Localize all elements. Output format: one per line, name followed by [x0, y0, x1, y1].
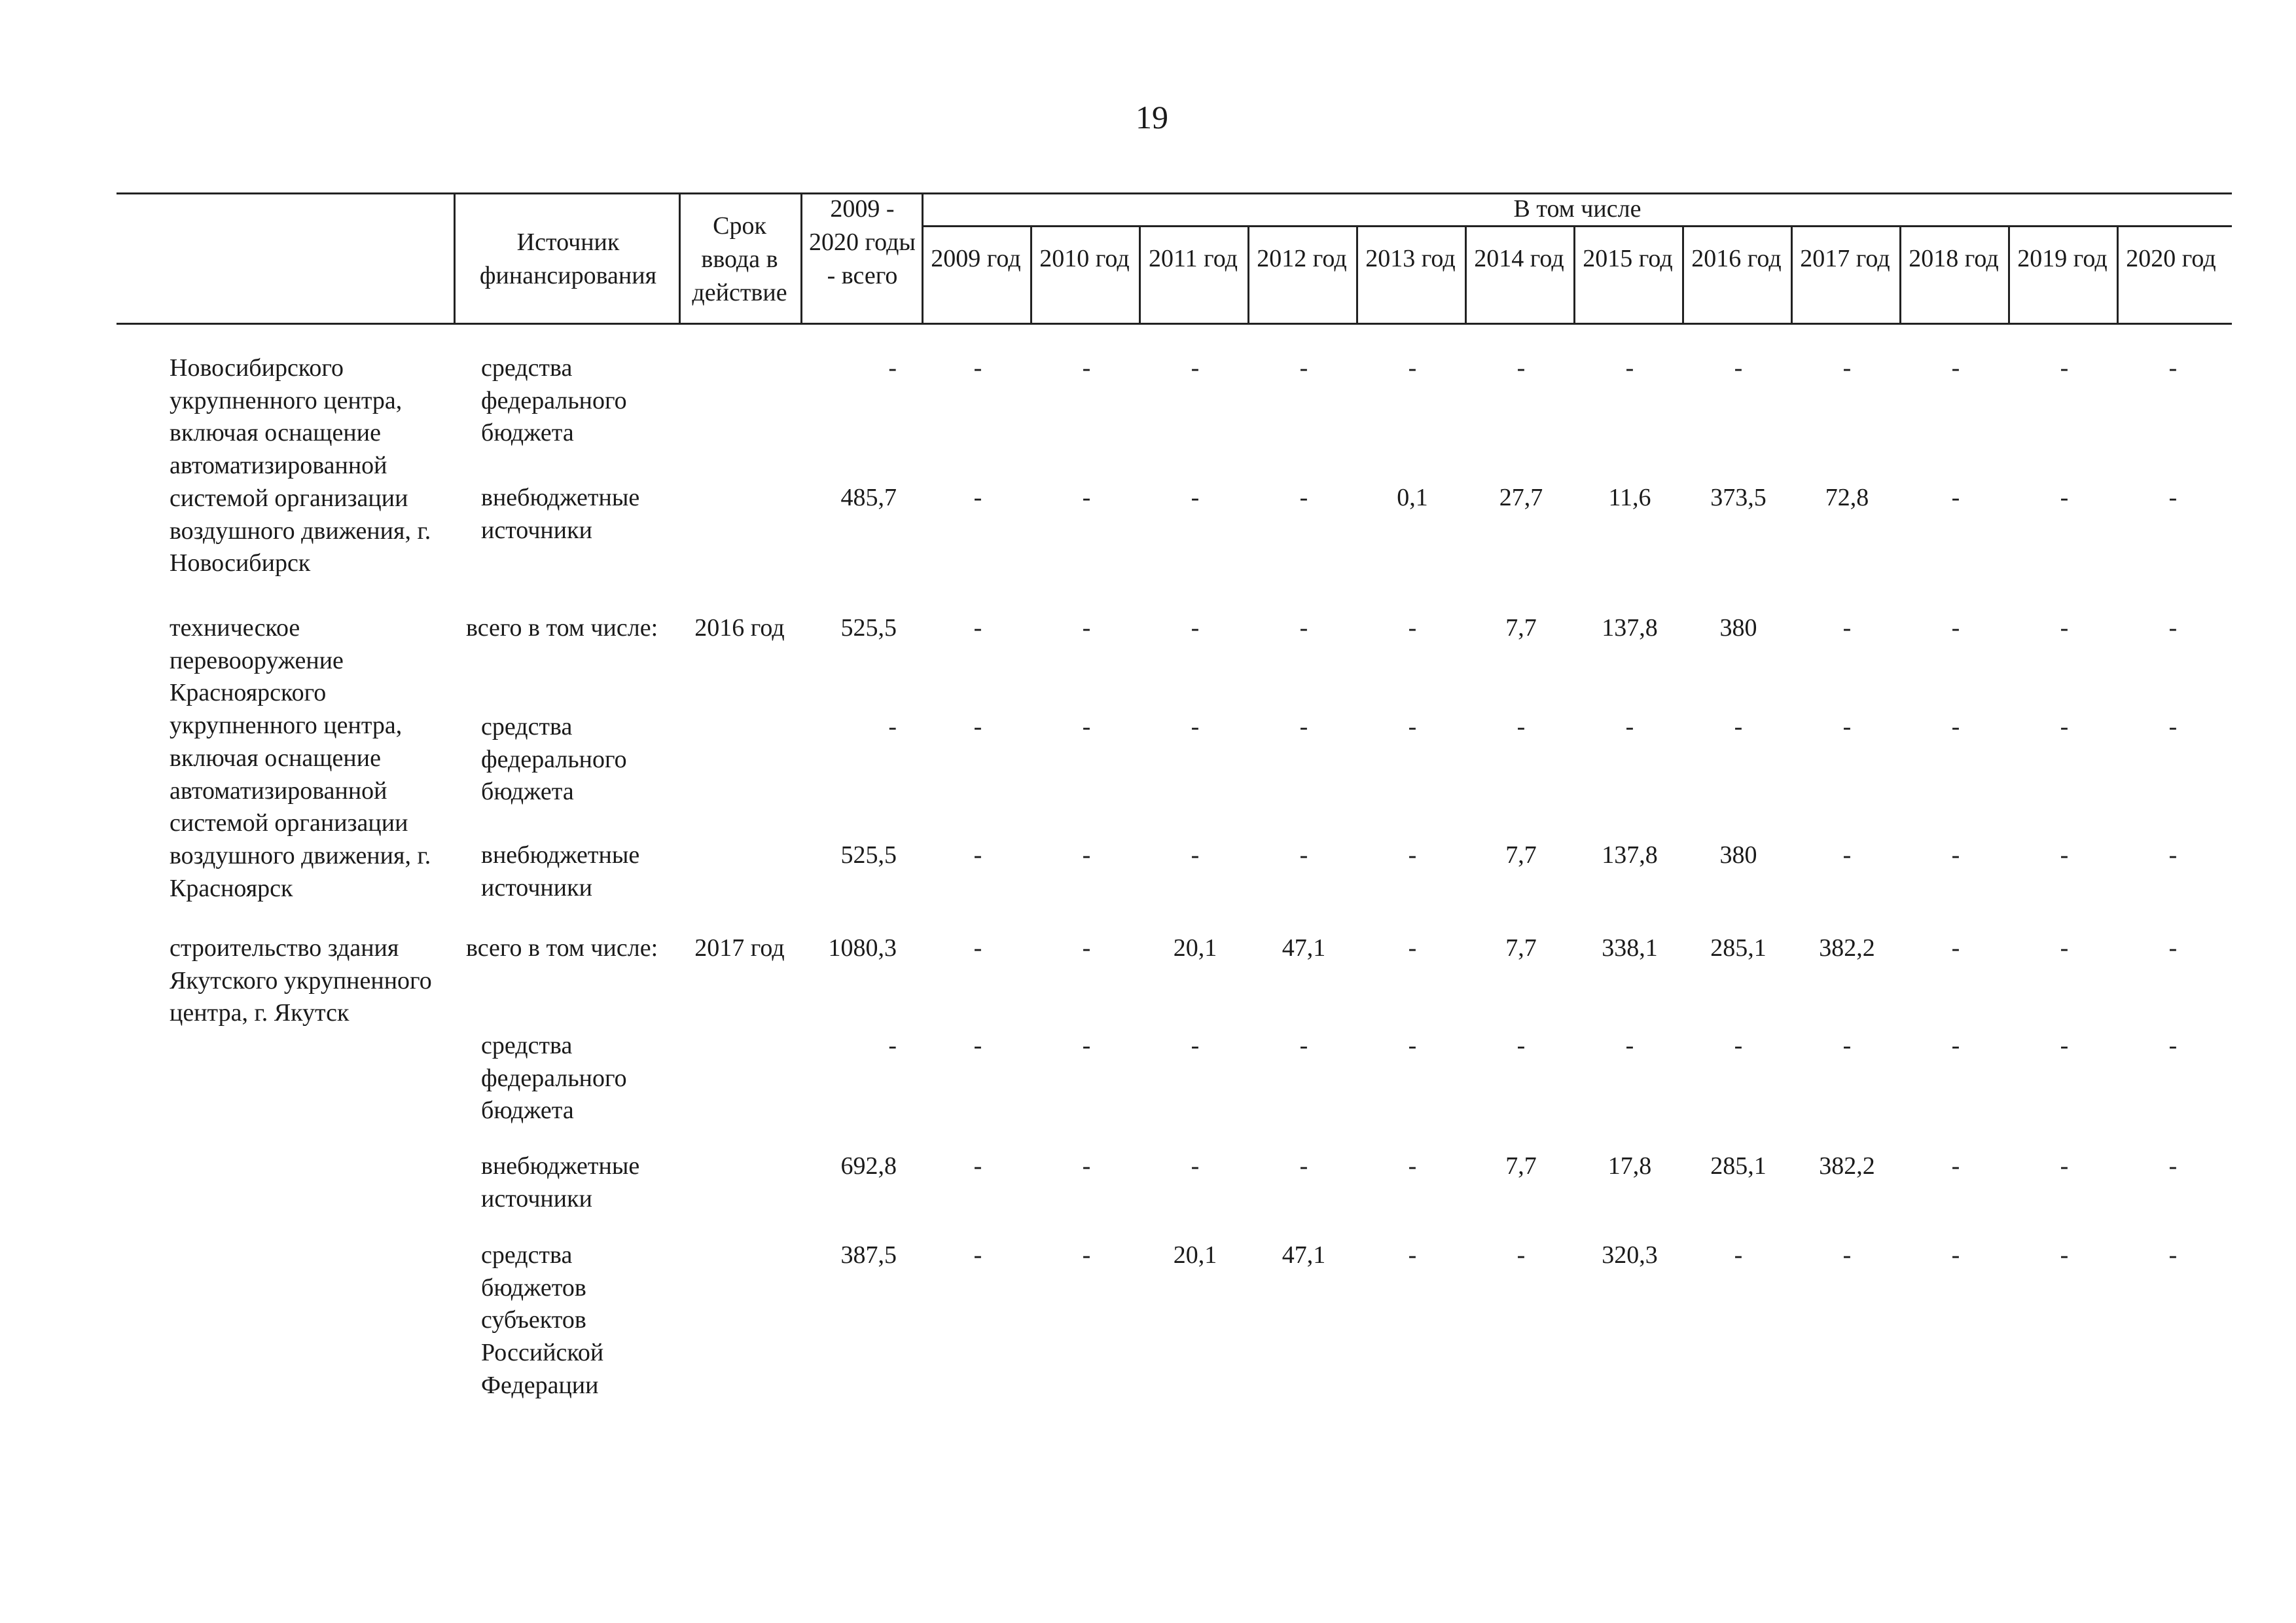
value-cell: - [1082, 934, 1091, 962]
value-cell: - [1191, 1032, 1200, 1059]
value-cell: 338,1 [1602, 934, 1658, 962]
value-cell: - [1842, 614, 1852, 642]
value-cell: - [1408, 354, 1417, 382]
total-cell: 525,5 [840, 841, 897, 869]
deadline-cell: 2016 год [694, 614, 785, 642]
value-cell: - [2060, 484, 2069, 511]
value-cell: - [1082, 841, 1091, 869]
value-cell: - [2060, 713, 2069, 740]
value-cell: - [1516, 713, 1526, 740]
value-cell: - [1734, 1032, 1743, 1059]
value-cell: - [2168, 1241, 2178, 1269]
value-cell: - [2168, 1032, 2178, 1059]
total-cell: 525,5 [840, 614, 897, 642]
value-cell: - [1408, 1032, 1417, 1059]
header-divider [679, 192, 681, 323]
value-cell: - [973, 1152, 982, 1180]
value-cell: 7,7 [1505, 614, 1537, 642]
value-cell: - [1299, 713, 1308, 740]
page-number: 19 [1136, 99, 1168, 136]
value-cell: - [2060, 1032, 2069, 1059]
value-cell: - [1625, 1032, 1634, 1059]
value-cell: - [1082, 1152, 1091, 1180]
source-cell: средства федерального бюджета [481, 1032, 627, 1125]
value-cell: - [1842, 841, 1852, 869]
value-cell: 7,7 [1505, 934, 1537, 962]
value-cell: - [2168, 713, 2178, 740]
value-cell: - [2060, 614, 2069, 642]
value-cell: - [1951, 484, 1960, 511]
value-cell: - [1082, 354, 1091, 382]
value-cell: - [1625, 354, 1634, 382]
value-cell: - [973, 713, 982, 740]
header-deadline: Срок ввода в действие [692, 212, 787, 306]
header-divider [800, 192, 802, 323]
source-cell: внебюджетные источники [481, 484, 640, 544]
value-cell: 137,8 [1602, 841, 1658, 869]
object-description: техническое перевооружение Красноярского укрупненного центра, включая оснащение автоматизированной системой организации воздушного движения, г. Красноярск [170, 614, 431, 902]
value-cell: 380 [1719, 614, 1757, 642]
total-cell: 387,5 [840, 1241, 897, 1269]
value-cell: 382,2 [1819, 934, 1875, 962]
value-cell: - [973, 484, 982, 511]
total-cell: 1080,3 [828, 934, 897, 962]
value-cell: - [1951, 614, 1960, 642]
value-cell: - [1299, 484, 1308, 511]
value-cell: 17,8 [1607, 1152, 1652, 1180]
value-cell: - [1951, 713, 1960, 740]
value-cell: - [1408, 1241, 1417, 1269]
value-cell: 382,2 [1819, 1152, 1875, 1180]
value-cell: - [2168, 841, 2178, 869]
source-cell: средства федерального бюджета [481, 713, 627, 806]
value-cell: - [1951, 1032, 1960, 1059]
source-cell: всего в том числе: [466, 934, 658, 962]
header-source: Источник финансирования [479, 228, 657, 289]
value-cell: - [1191, 484, 1200, 511]
value-cell: - [2168, 484, 2178, 511]
value-cell: - [973, 354, 982, 382]
value-cell: - [1951, 354, 1960, 382]
value-cell: 11,6 [1608, 484, 1651, 511]
header-total: 2009 - 2020 годы - всего [809, 195, 916, 289]
value-cell: - [1082, 1032, 1091, 1059]
value-cell: 72,8 [1825, 484, 1869, 511]
value-cell: - [1408, 934, 1417, 962]
header-year: 2013 год [1365, 245, 1456, 272]
value-cell: - [1951, 1152, 1960, 1180]
value-cell: - [1191, 614, 1200, 642]
value-cell: - [1299, 1032, 1308, 1059]
header-including: В том числе [1513, 195, 1641, 223]
header-year: 2017 год [1800, 245, 1890, 272]
table-header-bottom-rule [117, 323, 2232, 325]
years-sub-rule [923, 225, 2232, 227]
value-cell: - [1516, 1241, 1526, 1269]
value-cell: - [1408, 614, 1417, 642]
value-cell: - [2168, 614, 2178, 642]
total-cell: 692,8 [840, 1152, 897, 1180]
value-cell: - [1951, 1241, 1960, 1269]
header-year: 2009 год [931, 245, 1021, 272]
source-cell: всего в том числе: [466, 614, 658, 642]
value-cell: - [1842, 1032, 1852, 1059]
value-cell: - [1082, 713, 1091, 740]
value-cell: 380 [1719, 841, 1757, 869]
value-cell: - [2060, 934, 2069, 962]
value-cell: 20,1 [1173, 934, 1217, 962]
value-cell: 285,1 [1710, 1152, 1767, 1180]
value-cell: - [973, 614, 982, 642]
value-cell: - [1842, 354, 1852, 382]
value-cell: - [1842, 713, 1852, 740]
value-cell: - [973, 1032, 982, 1059]
value-cell: - [1191, 354, 1200, 382]
source-cell: средства бюджетов субъектов Российской Федерации [481, 1241, 604, 1399]
value-cell: - [1082, 614, 1091, 642]
total-cell: 485,7 [840, 484, 897, 511]
value-cell: - [1516, 1032, 1526, 1059]
value-cell: 47,1 [1282, 1241, 1326, 1269]
object-description: строительство здания Якутского укрупненного центра, г. Якутск [170, 934, 432, 1027]
value-cell: - [1734, 354, 1743, 382]
header-year: 2011 год [1149, 245, 1238, 272]
total-cell: - [888, 713, 897, 740]
value-cell: - [1842, 1241, 1852, 1269]
value-cell: - [973, 934, 982, 962]
header-year: 2014 год [1474, 245, 1564, 272]
total-cell: - [888, 1032, 897, 1059]
value-cell: - [1082, 484, 1091, 511]
header-year: 2010 год [1039, 245, 1130, 272]
value-cell: - [1734, 713, 1743, 740]
value-cell: - [1082, 1241, 1091, 1269]
value-cell: 7,7 [1505, 1152, 1537, 1180]
value-cell: - [1625, 713, 1634, 740]
value-cell: - [1408, 1152, 1417, 1180]
value-cell: - [1191, 713, 1200, 740]
value-cell: 320,3 [1602, 1241, 1658, 1269]
value-cell: - [1408, 713, 1417, 740]
header-year: 2015 год [1583, 245, 1673, 272]
value-cell: - [1299, 841, 1308, 869]
value-cell: - [1408, 841, 1417, 869]
value-cell: - [973, 841, 982, 869]
value-cell: - [1299, 1152, 1308, 1180]
value-cell: - [1734, 1241, 1743, 1269]
value-cell: - [1951, 841, 1960, 869]
header-divider [454, 192, 456, 323]
value-cell: - [1191, 1152, 1200, 1180]
source-cell: внебюджетные источники [481, 841, 640, 902]
object-description: Новосибирского укрупненного центра, включая оснащение автоматизированной системой организации воздушного движения, г. Новосибирск [170, 354, 431, 577]
value-cell: - [1191, 841, 1200, 869]
value-cell: 137,8 [1602, 614, 1658, 642]
value-cell: 0,1 [1397, 484, 1428, 511]
value-cell: - [2060, 1241, 2069, 1269]
value-cell: - [2060, 841, 2069, 869]
value-cell: - [1951, 934, 1960, 962]
value-cell: - [973, 1241, 982, 1269]
value-cell: - [2060, 1152, 2069, 1180]
value-cell: 47,1 [1282, 934, 1326, 962]
header-year: 2016 год [1691, 245, 1782, 272]
source-cell: внебюджетные источники [481, 1152, 640, 1213]
value-cell: - [1516, 354, 1526, 382]
value-cell: 20,1 [1173, 1241, 1217, 1269]
header-year: 2019 год [2017, 245, 2108, 272]
value-cell: 7,7 [1505, 841, 1537, 869]
value-cell: - [2060, 354, 2069, 382]
source-cell: средства федерального бюджета [481, 354, 627, 447]
header-year: 2018 год [1909, 245, 1999, 272]
deadline-cell: 2017 год [694, 934, 785, 962]
value-cell: 285,1 [1710, 934, 1767, 962]
value-cell: - [2168, 354, 2178, 382]
value-cell: - [1299, 614, 1308, 642]
value-cell: - [2168, 1152, 2178, 1180]
value-cell: 27,7 [1499, 484, 1543, 511]
total-cell: - [888, 354, 897, 382]
value-cell: - [2168, 934, 2178, 962]
value-cell: - [1299, 354, 1308, 382]
header-year: 2012 год [1257, 245, 1347, 272]
value-cell: 373,5 [1710, 484, 1767, 511]
header-year: 2020 год [2126, 245, 2216, 272]
